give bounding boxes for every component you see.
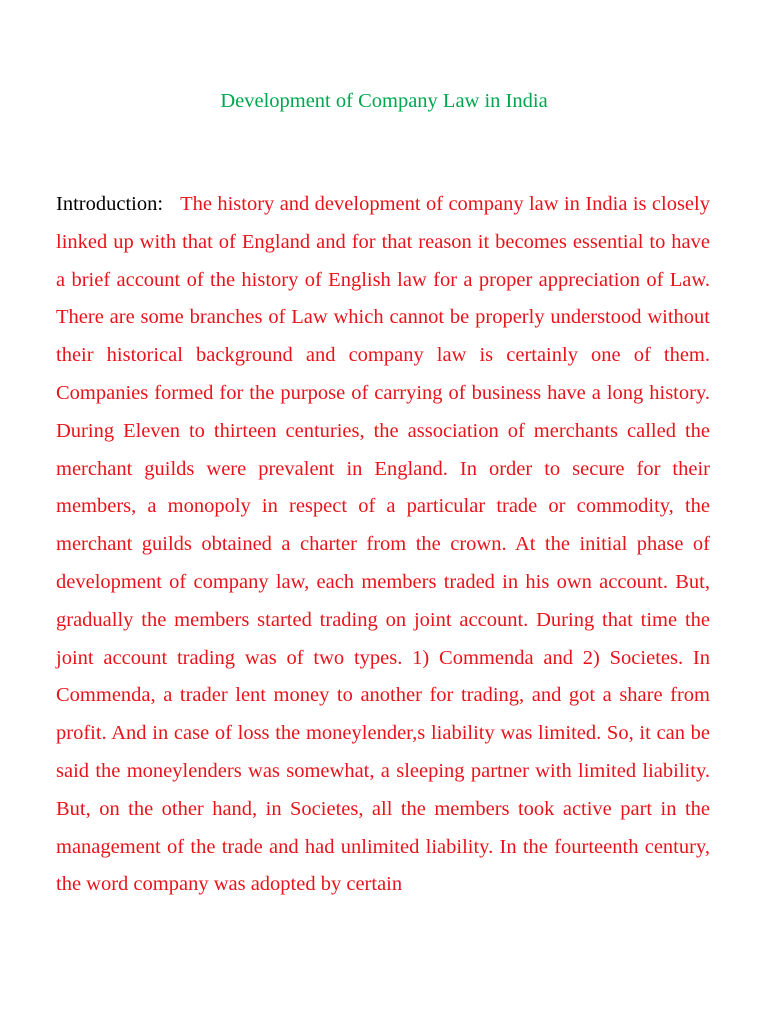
document-title: Development of Company Law in India	[220, 90, 548, 112]
introduction-paragraph	[56, 186, 710, 904]
introduction-label: Introduction:	[56, 193, 164, 215]
paragraph-text: The history and development of company law in India is closely linked up with that of England and for that reason it becomes essential to have a brief account of the history of English law for a proper appreciation of Law. There are some branches of Law which cannot be properly understood without their historical background and company law is certainly one of them. Companies formed for the purpose of carrying of business have a long history. During Eleven to thirteen centuries, the association of merchants called the merchant guilds were prevalent in England. In order to secure for their members, a monopoly in respect of a particular trade or commodity, the merchant guilds obtained a charter from the crown. At the initial phase of development of company law, each members traded in his own account. But, gradually the members started trading on joint account. During that time the joint account trading was of two types. 1) Commenda and 2) Societes. In Commenda, a trader lent money to another for trading, and got a share from profit. And in case of loss the moneylender,s liability was limited. So, it can be said the moneylenders was somewhat, a sleeping partner with limited liability. But, on the other hand, in Societes, all the members took active part in the management of the trade and had unlimited liability. In the fourteenth century, the word company was adopted by certain	[56, 193, 710, 896]
